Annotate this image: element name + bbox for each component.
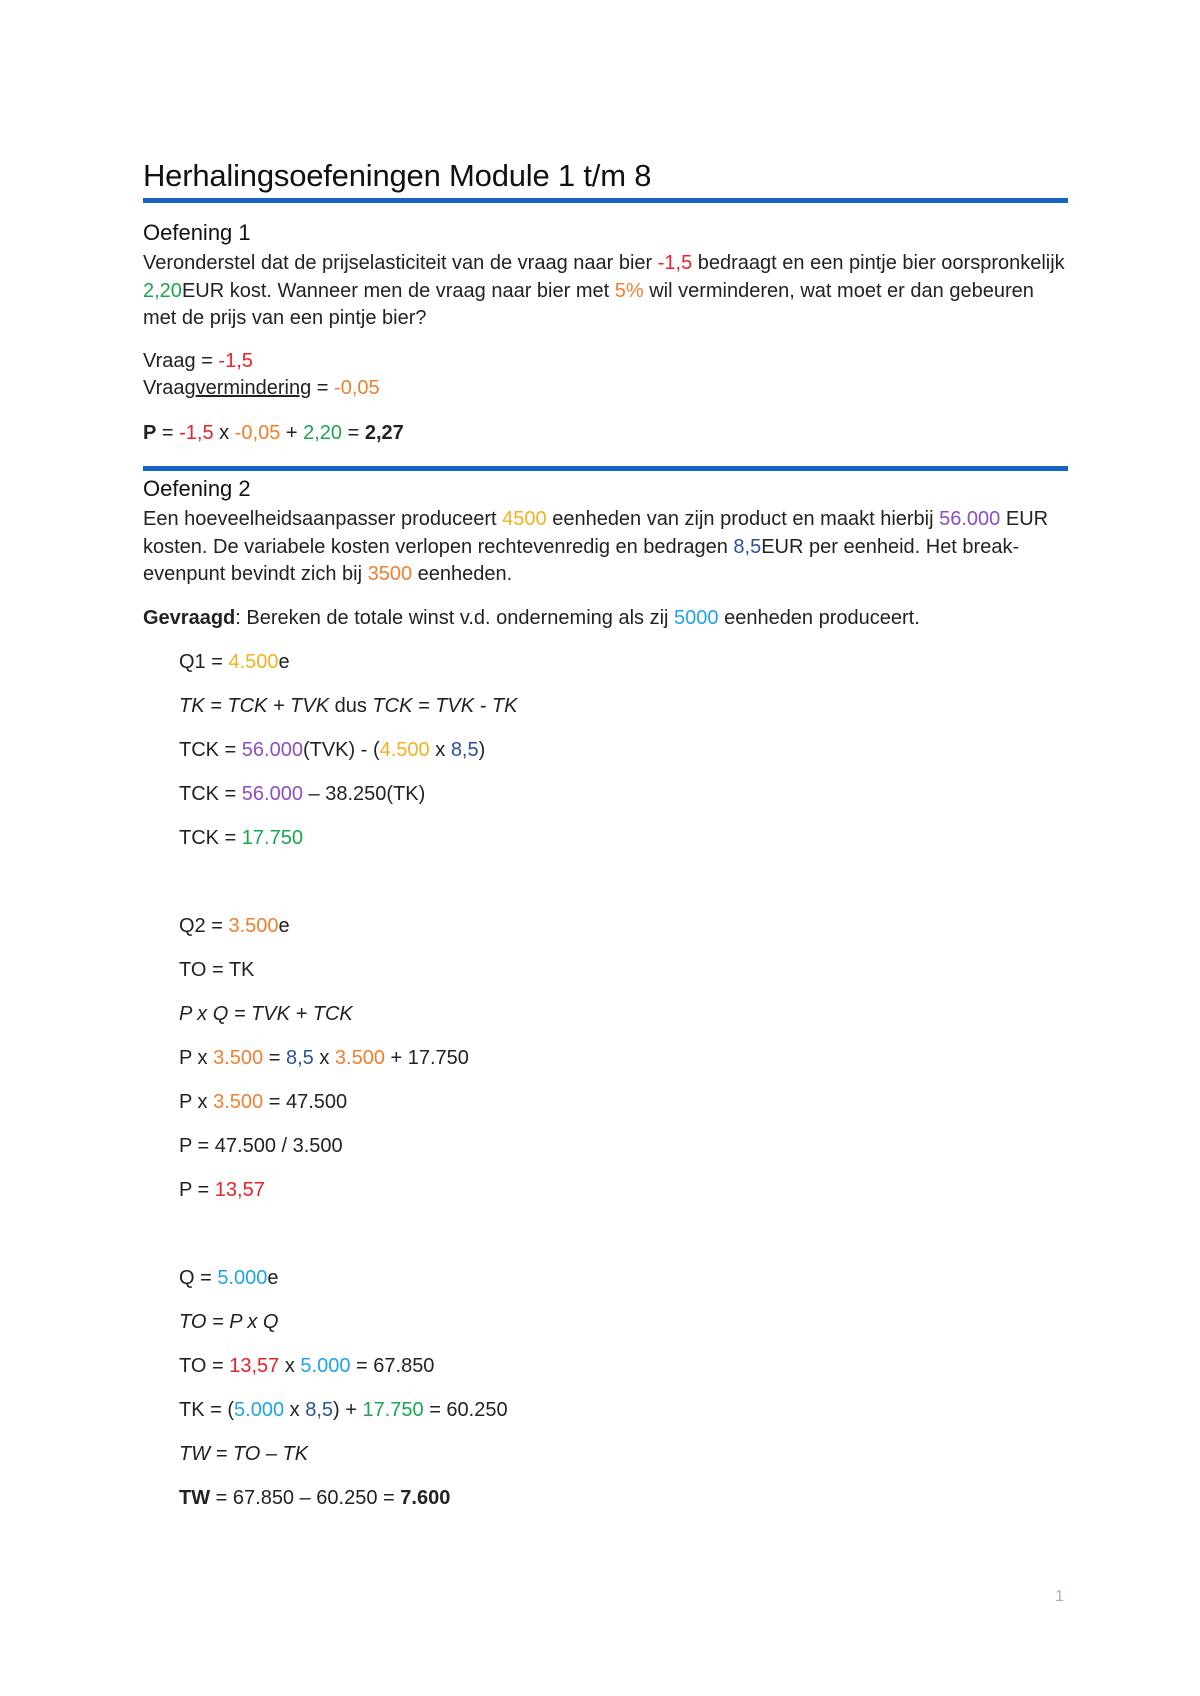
text: eenheden van zijn product en maakt hierbij xyxy=(546,508,940,530)
value: 2,20 xyxy=(303,422,343,444)
text: TCK = xyxy=(179,739,242,761)
text: EUR kosten. De variabele kosten verlopen rechtevenredig en bedragen xyxy=(143,508,1049,558)
calc-pq-1 xyxy=(179,1047,469,1070)
calc-to-tk: TO = TK xyxy=(179,959,255,981)
value: 3500 xyxy=(367,563,413,585)
value: 5.000 xyxy=(300,1355,351,1377)
calc-tw-formula: TW = TO – TK xyxy=(179,1443,309,1465)
text: bedraagt en een pintje bier oorspronkelijk xyxy=(692,252,1065,274)
text: Vraag xyxy=(143,377,196,399)
text: TK = ( xyxy=(179,1399,235,1421)
calc-pq-4 xyxy=(179,1179,265,1202)
exercise-2-question xyxy=(143,506,1068,589)
calc-tw-result xyxy=(179,1487,450,1510)
section-rule-1 xyxy=(143,198,1068,203)
exercise-1-heading: Oefening 1 xyxy=(143,220,251,245)
text: P xyxy=(143,422,157,444)
calc-q1 xyxy=(179,651,290,674)
text: x xyxy=(313,1047,335,1069)
value: 17.750 xyxy=(362,1399,424,1421)
text: TCK = xyxy=(179,827,242,849)
text: = 47.500 xyxy=(263,1091,348,1113)
text: + xyxy=(280,422,304,444)
text: TCK = xyxy=(179,783,242,805)
elasticity-value: -1,5 xyxy=(657,252,693,274)
text: ) xyxy=(478,739,486,761)
value: 3.500 xyxy=(213,1047,264,1069)
value: 3.500 xyxy=(334,1047,385,1069)
text: x xyxy=(429,739,451,761)
text: P = xyxy=(179,1179,215,1201)
text: dus xyxy=(329,695,373,717)
calc-to-1 xyxy=(179,1355,434,1378)
text: e xyxy=(278,915,290,937)
text: Vraag = xyxy=(143,350,219,372)
text: TW xyxy=(179,1487,211,1509)
value: 56.000 xyxy=(241,739,303,761)
text: ) + xyxy=(333,1399,363,1421)
calc-pq-3: P = 47.500 / 3.500 xyxy=(179,1135,343,1157)
value: 8,5 xyxy=(733,535,762,558)
value: 8,5 xyxy=(285,1047,314,1069)
text: TO = xyxy=(179,1355,230,1377)
text: e xyxy=(278,651,290,673)
text: : Bereken de totale winst v.d. onderneming als zij xyxy=(235,607,675,629)
text: e xyxy=(267,1267,279,1289)
value: -1,5 xyxy=(179,422,214,444)
text: eenheden produceert. xyxy=(718,607,920,629)
value: 8,5 xyxy=(305,1399,334,1421)
value: 4.500 xyxy=(228,651,279,673)
calc-pq-2 xyxy=(179,1091,347,1114)
calc-to-formula: TO = P x Q xyxy=(179,1311,279,1333)
text: – 38.250(TK) xyxy=(302,783,426,805)
value: 3.500 xyxy=(228,915,279,937)
text: Q1 = xyxy=(179,651,229,673)
calc-q3 xyxy=(179,1267,279,1290)
text: EUR kost. Wanneer men de vraag naar bier met xyxy=(181,279,615,302)
text: = 67.850 xyxy=(350,1355,435,1377)
text: = xyxy=(342,422,365,444)
result-value: 7.600 xyxy=(400,1487,451,1509)
text: EUR per eenheid. Het break-evenpunt bevindt zich bij xyxy=(143,535,1020,585)
vraagvermindering-line xyxy=(143,377,380,400)
text: = 67.850 – 60.250 = xyxy=(210,1487,401,1509)
value: 4500 xyxy=(502,508,547,530)
value: 4.500 xyxy=(379,739,430,761)
value: 5.000 xyxy=(234,1399,285,1421)
text: Een hoeveelheidsaanpasser produceert xyxy=(143,508,503,530)
value: 3.500 xyxy=(213,1091,264,1113)
calc-tck-1 xyxy=(179,739,485,762)
text: Q2 = xyxy=(179,915,229,937)
text: = xyxy=(263,1047,286,1069)
value: 5.000 xyxy=(217,1267,268,1289)
vermindering-value: -0,05 xyxy=(334,377,380,399)
price-formula-line xyxy=(143,422,404,445)
text: Gevraagd xyxy=(143,607,236,629)
text: = xyxy=(156,422,180,444)
value: -0,05 xyxy=(234,422,281,444)
document-title: Herhalingsoefeningen Module 1 t/m 8 xyxy=(143,158,652,193)
price-value: 2,20 xyxy=(143,279,182,302)
value: 13,57 xyxy=(229,1355,280,1377)
vraag-line xyxy=(143,350,253,373)
result-value: 2,27 xyxy=(364,422,404,444)
value: 56.000 xyxy=(241,783,303,805)
value: 8,5 xyxy=(450,739,479,761)
document-page xyxy=(143,0,1068,1696)
section-rule-2 xyxy=(143,466,1068,471)
text: P x xyxy=(179,1091,214,1113)
text: x xyxy=(279,1355,301,1377)
exercise-2-heading: Oefening 2 xyxy=(143,476,251,501)
value: 56.000 xyxy=(939,508,1001,530)
vraag-value: -1,5 xyxy=(218,350,253,372)
calc-tk-formula xyxy=(179,695,517,718)
text: TK = TCK + TVK xyxy=(179,695,330,717)
value: 5000 xyxy=(674,607,719,629)
text: vermindering xyxy=(195,377,312,399)
gevraagd-line xyxy=(143,607,920,630)
text: + 17.750 xyxy=(384,1047,469,1069)
text: (TVK) - ( xyxy=(302,739,380,761)
text: TCK = TVK - TK xyxy=(372,695,518,717)
text: eenheden. xyxy=(412,563,513,585)
value: 13,57 xyxy=(214,1179,265,1201)
calc-tck-3 xyxy=(179,827,303,850)
text: = 60.250 xyxy=(423,1399,508,1421)
calc-pq-formula: P x Q = TVK + TCK xyxy=(179,1003,353,1025)
text: Q = xyxy=(179,1267,218,1289)
calc-tck-2 xyxy=(179,783,425,806)
exercise-1-question xyxy=(143,250,1068,333)
page-number: 1 xyxy=(1055,1588,1064,1605)
calc-q2 xyxy=(179,915,290,938)
text: wil verminderen, wat moet er dan gebeuren met de prijs van een pintje bier? xyxy=(143,279,1034,329)
percent-value: 5% xyxy=(614,279,644,302)
text: = xyxy=(311,377,335,399)
text: Veronderstel dat de prijselasticiteit van de vraag naar bier xyxy=(143,252,658,274)
text: P x xyxy=(179,1047,214,1069)
text: x xyxy=(213,422,235,444)
text: x xyxy=(284,1399,306,1421)
value: 17.750 xyxy=(241,827,303,849)
calc-tk-1 xyxy=(179,1399,508,1422)
